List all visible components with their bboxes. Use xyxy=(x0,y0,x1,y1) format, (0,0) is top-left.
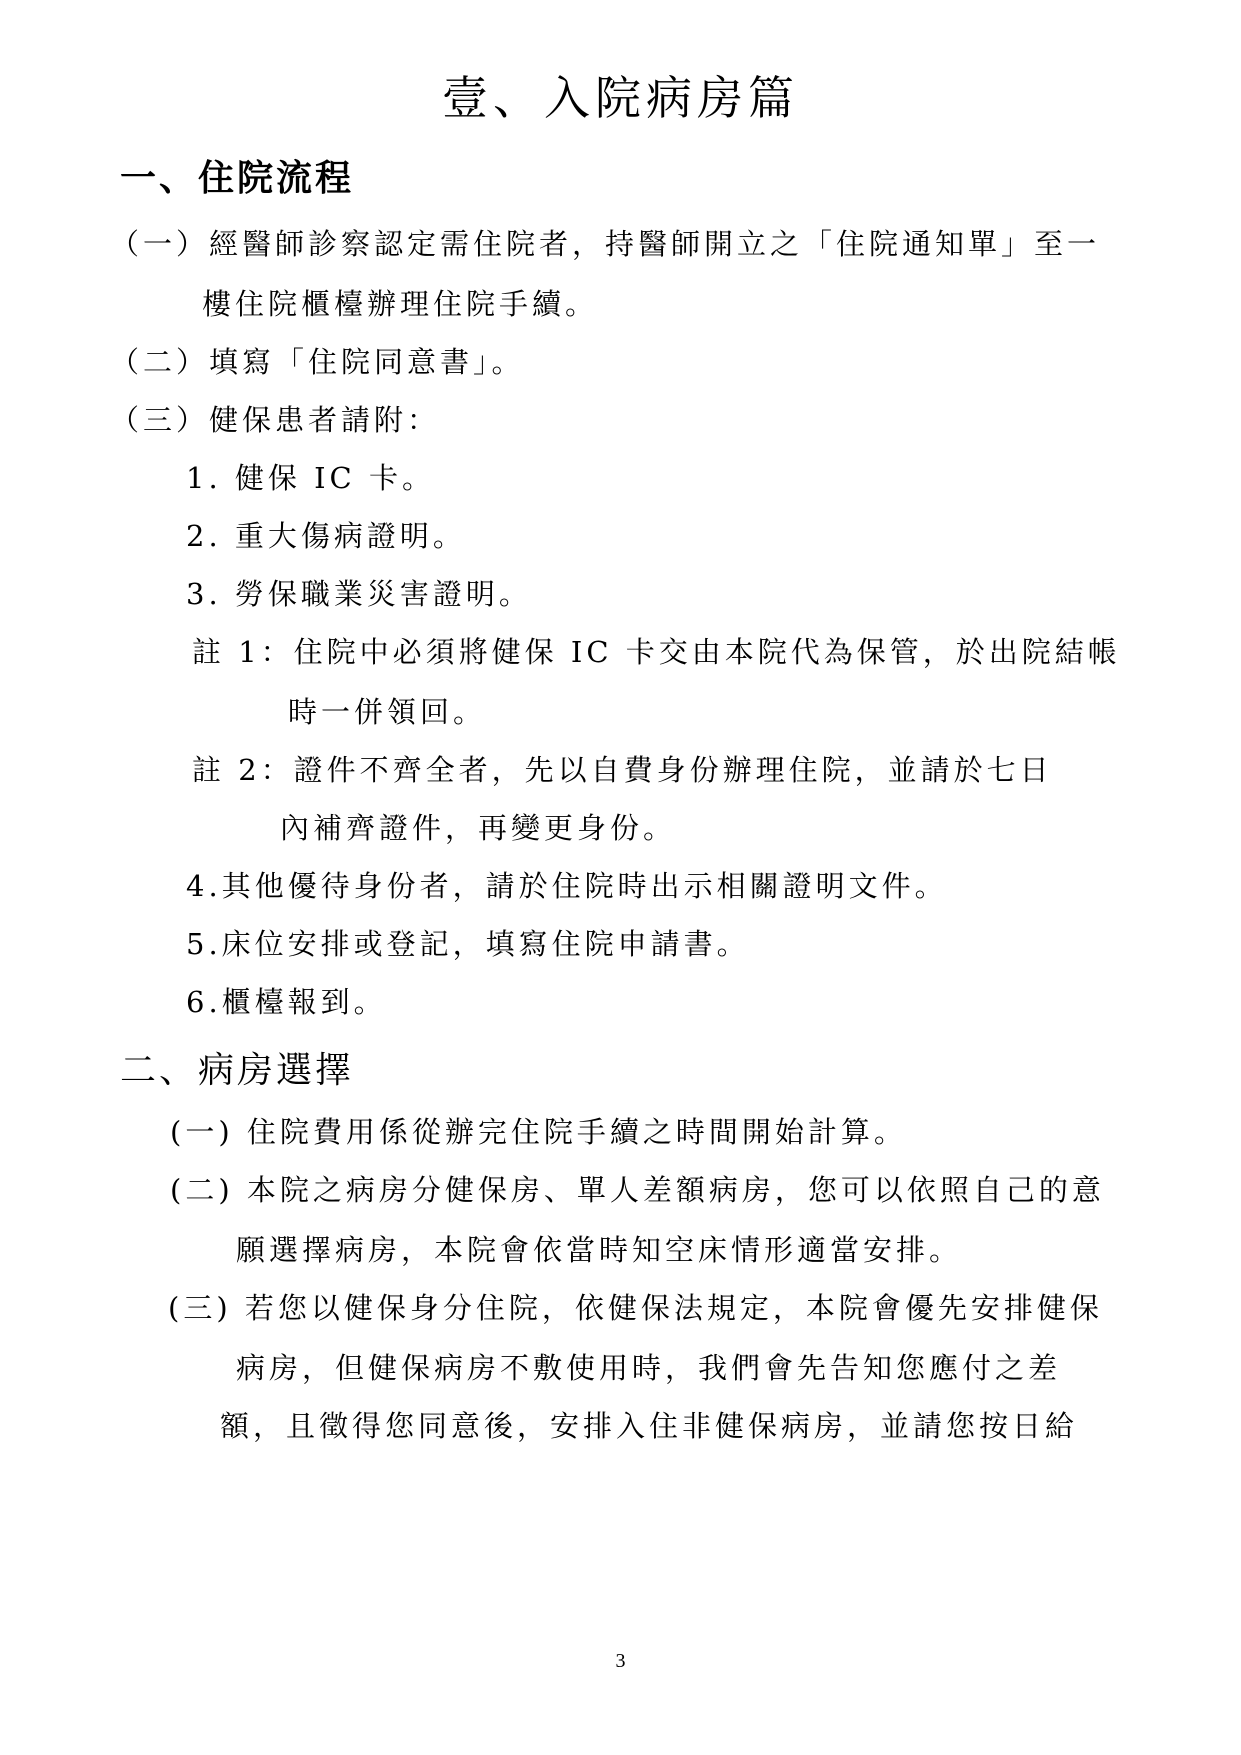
section1-note2-line2: 內補齊證件，再變更身份。 xyxy=(280,811,677,845)
section1-item2: （二）填寫「住院同意書」。 xyxy=(110,345,525,379)
section2-item2-line1: (二) 本院之病房分健保房、單人差額病房，您可以依照自己的意 xyxy=(170,1173,1105,1207)
section2-item3-line1: (三) 若您以健保身分住院，依健保法規定，本院會優先安排健保 xyxy=(168,1291,1103,1325)
page-title: 壹、入院病房篇 xyxy=(442,71,799,125)
page-number: 3 xyxy=(615,1650,626,1672)
section1-sub6: 6.櫃檯報到。 xyxy=(186,985,387,1019)
section1-heading: 一、住院流程 xyxy=(120,157,355,199)
section2-item3-line2: 病房，但健保病房不敷使用時，我們會先告知您應付之差 xyxy=(236,1351,1062,1385)
section2-item2-line2: 願選擇病房，本院會依當時知空床情形適當安排。 xyxy=(236,1233,963,1267)
section1-sub5: 5.床位安排或登記，填寫住院申請書。 xyxy=(186,927,750,961)
section1-sub4: 4.其他優待身份者，請於住院時出示相關證明文件。 xyxy=(186,869,948,903)
section1-sub2: 2. 重大傷病證明。 xyxy=(186,519,466,553)
section1-note2-line1: 註 2：證件不齊全者，先以自費身份辦理住院，並請於七日 xyxy=(192,753,1053,787)
section2-heading: 二、病房選擇 xyxy=(120,1050,355,1091)
section1-item3: （三）健保患者請附： xyxy=(110,403,441,437)
section1-note1-line1: 註 1：住院中必須將健保 IC 卡交由本院代為保管，於出院結帳 xyxy=(192,635,1121,669)
section2-item1: (一) 住院費用係從辦完住院手續之時間開始計算。 xyxy=(170,1115,907,1149)
section1-note1-line2: 時一併領回。 xyxy=(288,695,487,729)
section1-sub3: 3. 勞保職業災害證明。 xyxy=(186,577,532,611)
section1-item1-line1: （一）經醫師診察認定需住院者，持醫師開立之「住院通知單」至一 xyxy=(110,227,1101,261)
section2-item3-line3: 額，且徵得您同意後，安排入住非健保病房，並請您按日給 xyxy=(220,1409,1079,1443)
section1-item1-line2: 樓住院櫃檯辦理住院手續。 xyxy=(202,287,599,321)
section1-sub1: 1. 健保 IC 卡。 xyxy=(186,461,435,495)
